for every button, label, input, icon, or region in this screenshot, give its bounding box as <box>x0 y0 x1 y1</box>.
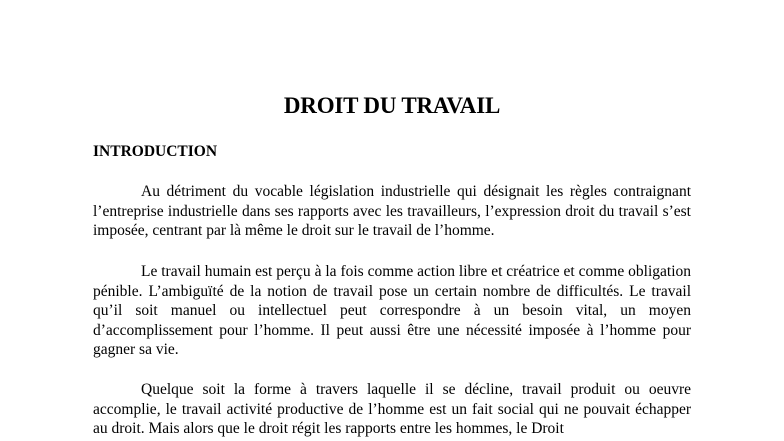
paragraph-2: Le travail humain est perçu à la fois comme action libre et créatrice et comme obligation pénible. L’ambiguïté de la notion de travail pose un certain nombre de difficultés. Le travail qu’il soit manuel ou intellectuel peut correspondre à un besoin vital, un moyen d’accomplissement pour l’homme. Il peut aussi être une nécessité imposée à l’homme pour gagner sa vie. <box>93 263 691 358</box>
document-title: DROIT DU TRAVAIL <box>283 93 501 118</box>
section-heading: INTRODUCTION <box>93 143 218 160</box>
paragraph-3: Quelque soit la forme à travers laquelle il se décline, travail produit ou oeuvre accomplie, le travail activité productive de l’homme est un fait social qui ne pouvait échapper au droit. Mais alors que le droit régit les rapports entre les hommes, le Droit <box>93 381 691 437</box>
paragraph-1: Au détriment du vocable législation industrielle qui désignait les règles contraignant l’entreprise industrielle dans ses rapports avec les travailleurs, l’expression droit du travail s’est imposée, centrant par là même le droit sur le travail de l’homme. <box>93 183 691 239</box>
